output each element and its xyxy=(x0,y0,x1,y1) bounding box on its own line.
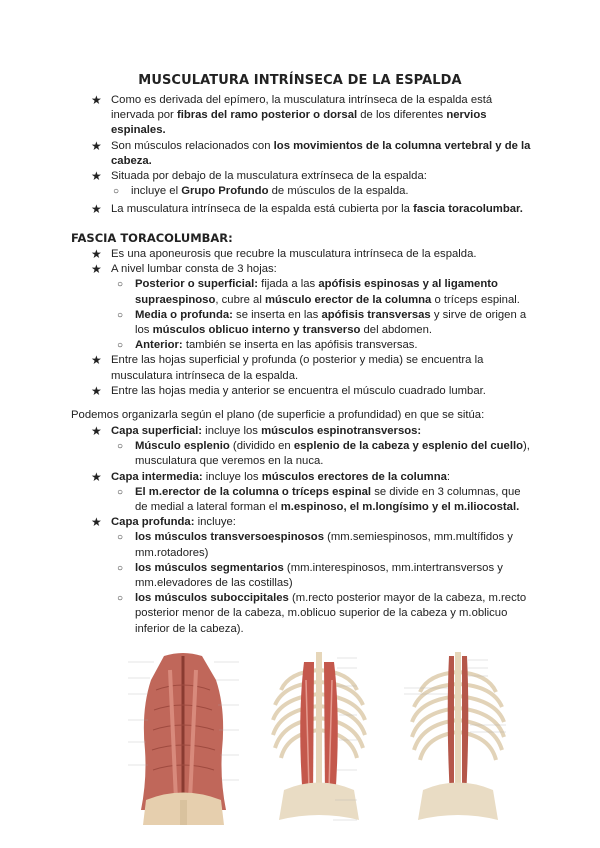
sub-list-item: ○ incluye el Grupo Profundo de músculos de la espalda. xyxy=(111,184,531,199)
sub-list xyxy=(111,184,531,199)
fascia-list xyxy=(91,247,531,399)
sub-list-item: ○ Posterior o superficial: fijada a las apófisis espinosas y al ligamento supraespinoso, cubre al músculo erector de la columna o tríceps espinal. xyxy=(117,278,520,306)
sub-list xyxy=(115,530,531,636)
sub-list-item: ○ los músculos suboccipitales (m.recto posterior mayor de la cabeza, m.recto posterior menor de la cabeza, m.oblicuo superior de la cabeza y m.oblicuo inferior de la cabeza). xyxy=(117,592,527,635)
sub-list xyxy=(115,277,531,353)
star-bullet-icon: ★ xyxy=(91,383,102,398)
sub-list xyxy=(115,485,531,515)
star-bullet-icon: ★ xyxy=(91,93,102,107)
sub-list-item: ○ los músculos transversoespinosos (mm.semiespinosos, mm.multífidos y mm.rotadores) xyxy=(117,531,513,559)
list-item: ★ Capa superficial: incluye los músculos espinotransversos: ○ Músculo esplenio (dividido en esplenio de la cabeza y esplenio del cuello), musculatura que veremos en la nuca. xyxy=(91,424,531,470)
circle-bullet-icon: ○ xyxy=(117,562,124,574)
back-muscles-illustration xyxy=(126,650,241,830)
list-item: ★ La musculatura intrínseca de la espalda está cubierta por la fascia toracolumbar. xyxy=(91,202,523,217)
star-bullet-icon: ★ xyxy=(91,262,102,277)
circle-bullet-icon: ○ xyxy=(117,593,124,605)
list-item: ★ Situada por debajo de la musculatura extrínseca de la espalda: ○ incluye el Grupo Profundo de músculos de la espalda. xyxy=(91,169,531,199)
sub-list-item: ○ Músculo esplenio (dividido en esplenio de la cabeza y esplenio del cuello), musculatura que veremos en la nuca. xyxy=(117,440,530,468)
circle-bullet-icon: ○ xyxy=(117,340,124,352)
star-bullet-icon: ★ xyxy=(91,138,102,153)
anatomy-figures xyxy=(126,650,528,830)
sub-list-item: ○ los músculos segmentarios (mm.interespinosos, mm.intertransversos y mm.elevadores de las costillas) xyxy=(117,561,503,590)
circle-bullet-icon: ○ xyxy=(117,441,124,453)
planes-lead: Podemos organizarla según el plano (de superficie a profundidad) en que se sitúa: xyxy=(71,409,485,421)
sub-list-item: ○ Media o profunda: se inserta en las apófisis transversas y sirve de origen a los músculos oblicuo interno y transverso del abdomen. xyxy=(117,308,527,337)
circle-bullet-icon: ○ xyxy=(117,532,124,544)
star-bullet-icon: ★ xyxy=(91,247,102,261)
intro-list xyxy=(91,93,531,218)
list-item: ★ Capa intermedia: incluye los músculos erectores de la columna: ○ El m.erector de la columna o tríceps espinal se divide en 3 columnas, que de medial a lateral forman el m.espinoso, el m.longísimo y el m.iliocostal. xyxy=(91,470,531,516)
list-item: ★ Entre las hojas superficial y profunda (o posterior y media) se encuentra la musculatura intrínseca de la espalda. xyxy=(91,353,484,382)
sub-list-item: ○ El m.erector de la columna o tríceps espinal se divide en 3 columnas, que de medial a lateral forman el m.espinoso, el m.longísimo y el m.iliocostal. xyxy=(117,485,521,514)
erector-spinae-illustration xyxy=(259,650,379,830)
list-item: ★ Capa profunda: incluye: ○ los músculos transversoespinosos (mm.semiespinosos, mm.multífidos y mm.rotadores) ○ los músculos segmentarios (mm.interespinosos, mm.intertransversos y mm.elevadores de las costillas) ○ los músculos suboccipitales (m.recto posterior mayor de la cabeza, m.recto posterior menor de la cabeza, m.oblicuo superior de la cabeza y m.oblicuo inferior de la cabeza). xyxy=(91,515,531,637)
star-bullet-icon: ★ xyxy=(91,353,102,368)
star-bullet-icon: ★ xyxy=(91,424,102,438)
star-bullet-icon: ★ xyxy=(91,515,102,530)
deep-back-muscles-illustration xyxy=(396,650,528,830)
star-bullet-icon: ★ xyxy=(91,169,102,184)
list-item: ★ Son músculos relacionados con los movimientos de la columna vertebral y de la cabeza. xyxy=(91,138,531,167)
list-item: ★ A nivel lumbar consta de 3 hojas: ○ Posterior o superficial: fijada a las apófisis espinosas y al ligamento supraespinoso, cubre al músculo erector de la columna o tríceps espinal. ○ Media o profunda: se inserta en las apófisis transversas y sirve de origen a los músculos oblicuo interno y transverso del abdomen. ○ Anterior: también se inserta en las apófisis transversas. xyxy=(91,262,531,353)
star-bullet-icon: ★ xyxy=(91,202,102,217)
sub-list-item: ○ Anterior: también se inserta en las apófisis transversas. xyxy=(115,338,531,353)
list-item: ★ Entre las hojas media y anterior se encuentra el músculo cuadrado lumbar. xyxy=(91,383,486,398)
planes-list xyxy=(91,424,531,637)
circle-bullet-icon: ○ xyxy=(117,279,124,291)
section-heading-fascia: FASCIA TORACOLUMBAR: xyxy=(71,231,233,245)
page-title: MUSCULATURA INTRÍNSECA DE LA ESPALDA xyxy=(138,73,462,88)
list-item: ★ Es una aponeurosis que recubre la musculatura intrínseca de la espalda. xyxy=(91,247,477,261)
circle-bullet-icon: ○ xyxy=(113,186,120,198)
list-item: ★ Como es derivada del epímero, la musculatura intrínseca de la espalda está inervada por fibras del ramo posterior o dorsal de los diferentes nervios espinales. xyxy=(91,93,493,137)
star-bullet-icon: ★ xyxy=(91,469,102,484)
circle-bullet-icon: ○ xyxy=(117,309,124,321)
circle-bullet-icon: ○ xyxy=(117,486,124,498)
sub-list xyxy=(115,439,531,469)
